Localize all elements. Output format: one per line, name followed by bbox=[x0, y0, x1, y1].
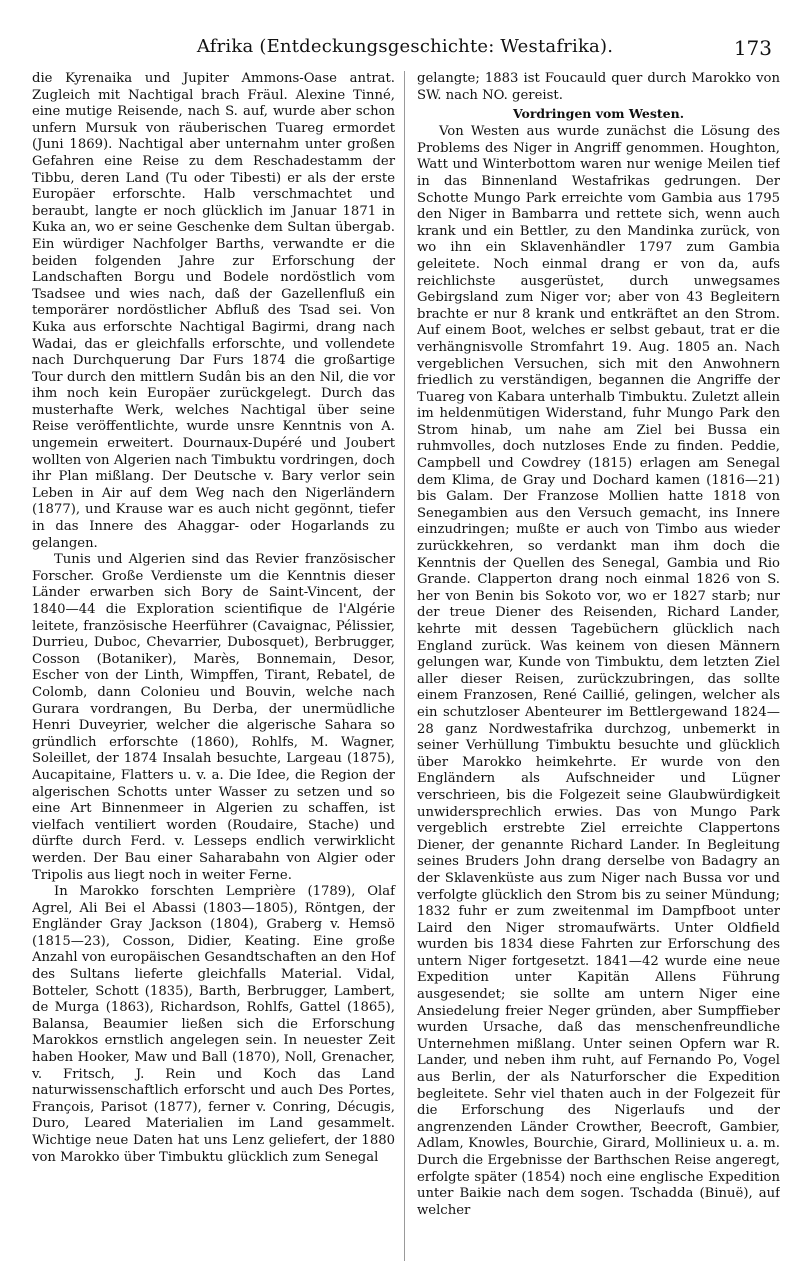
section-heading: Vordringen vom Westen. bbox=[512, 106, 685, 122]
left-paragraph: die Kyrenaika und Jupiter Ammons-Oase antrat. Zugleich mit Nachtigal brach Fräul. Alexine Tinné, eine mutige Reisende, nach S. auf, wurde aber schon unfern Mursuk von räuberischen Tuareg ermordet (Juni 1869). Nachtigal aber unternahm unter großen Gefahren eine Reise zu dem Reschadestamm der Tibbu, deren Land (Tu oder Tibesti) er als der erste Europäer erforschte. Halb verschmachtet und beraubt, langte er noch glücklich im Januar 1871 in Kuka an, wo er seine Geschenke dem Sultan übergab. Ein würdiger Nachfolger Barths, verwandte er die beiden folgenden Jahre zur Erforschung der Landschaften Borgu und Bodele nordöstlich vom Tsadsee und wies nach, daß der Gazellenfluß ein temporärer nordöstlicher Abfluß des Tsad sei. Von Kuka aus erforschte Nachtigal Bagirmi, drang nach Wadai, das er gleichfalls erforschte, und vollendete nach Durchquerung Dar Furs 1874 die großartige Tour durch den mittlern Sudân bis an den Nil, die vor ihm noch kein Europäer zurückgelegt. Durch das musterhafte Werk, welches Nachtigal über seine Reise veröffentlichte, wurde unsre Kenntnis von A. ungemein erweitert. Dournaux-Dupéré und Joubert wollten von Algerien nach Timbuktu vordringen, doch ihr Plan mißlang. Der Deutsche v. Bary verlor sein Leben in Air auf dem Weg nach den Nigerländern (1877), und Krause war es auch nicht gegönnt, tiefer in das Innere des Ahaggar- oder Hogarlands zu gelangen. bbox=[32, 71, 395, 551]
page-header-title: Afrika (Entdeckungsgeschichte: Westafrika). bbox=[196, 36, 614, 57]
left-paragraph: Tunis und Algerien sind das Revier französischer Forscher. Große Verdienste um die Kenntnis dieser Länder erwarben sich Bory de Saint-Vincent, der 1840—44 die Exploration scientifique de l'Algérie leitete, französische Heerführer (Cavaignac, Pélissier, Durrieu, Duboc, Chevarrier, Dubosquet), Berbrugger, Cosson (Botaniker), Marès, Bonnemain, Desor, Escher von der Linth, Wimpffen, Tirant, Rebatel, de Colomb, dann Colonieu und Bouvin, welche nach Gurara vordrangen, Bu Derba, der unermüdliche Henri Duveyrier, welcher die algerische Sahara so gründlich erforschte (1860), Rohlfs, M. Wagner, Soleillet, der 1874 Insalah besuchte, Largeau (1875), Aucapitaine, Flatters u. v. a. Die Idee, die Region der algerischen Schotts unter Wasser zu setzen und so eine Art Binnenmeer in Algerien zu schaffen, ist vielfach ventiliert worden (Roudaire, Stache) und dürfte durch Ferd. v. Lesseps endlich verwirklicht werden. Der Bau einer Saharabahn von Algier oder Tripolis aus liegt noch in weiter Ferne. bbox=[32, 552, 395, 883]
left-column bbox=[32, 71, 405, 1261]
page-number: 173 bbox=[733, 36, 772, 60]
running-head bbox=[32, 36, 778, 60]
left-paragraph: In Marokko forschten Lemprière (1789), Olaf Agrel, Ali Bei el Abassi (1803—1805), Röntgen, der Engländer Gray Jackson (1804), Graberg v. Hemsö (1815—23), Cosson, Didier, Keating. Eine große Anzahl von europäischen Gesandtschaften an den Hof des Sultans lieferte gleichfalls Material. Vidal, Botteler, Schott (1835), Barth, Berbrugger, Lambert, de Murga (1863), Richardson, Rohlfs, Gattel (1865), Balansa, Beaumier ließen sich die Erforschung Marokkos ernstlich angelegen sein. In neuester Zeit haben Hooker, Maw und Ball (1870), Noll, Grenacher, v. Fritsch, J. Rein und Koch das Land naturwissenschaftlich erforscht und auch Des Portes, François, Parisot (1877), ferner v. Conring, Décugis, Duro, Leared Materialien im Land gesammelt. Wichtige neue Daten hat uns Lenz geliefert, der 1880 von Marokko über Timbuktu glücklich zum Senegal bbox=[32, 884, 395, 1165]
text-columns bbox=[32, 71, 780, 1261]
right-intro-paragraph: gelangte; 1883 ist Foucauld quer durch Marokko von SW. nach NO. gereist. bbox=[417, 71, 780, 103]
right-column bbox=[417, 71, 780, 1261]
right-paragraph: Von Westen aus wurde zunächst die Lösung des Problems des Niger in Angriff genommen. Houghton, Watt und Winterbottom waren nur wenige Meilen tief in das Binnenland Westafrikas gedrungen. Der Schotte Mungo Park erreichte vom Gambia aus 1795 den Niger in Bambarra und rettete sich, wenn auch krank und ein Bettler, zu den Mandinka zurück, von wo ihn ein Sklavenhändler 1797 zum Gambia geleitete. Noch einmal drang er von da, aufs reichlichste ausgerüstet, durch unwegsames Gebirgsland zum Niger vor; aber von 43 Begleitern brachte er nur 8 krank und entkräftet an den Strom. Auf einem Boot, welches er selbst gebaut, trat er die verhängnisvolle Stromfahrt 19. Aug. 1805 an. Nach vergeblichen Versuchen, sich mit den Anwohnern friedlich zu verständigen, begannen die Angriffe der Tuareg von Kabara unterhalb Timbuktu. Zuletzt allein im heldenmütigen Widerstand, fuhr Mungo Park den Strom hinab, um nahe am Ziel bei Bussa ein ruhmvolles, doch nutzloses Ende zu finden. Peddie, Campbell und Cowdrey (1815) erlagen am Senegal dem Klima, de Gray und Dochard kamen (1816—21) bis Galam. Der Franzose Mollien hatte 1818 von Senegambien aus den Versuch gemacht, ins Innere einzudringen; mußte er auch von Timbo aus wieder zurückkehren, so verdankt man ihm doch die Kenntnis der Quellen des Senegal, Gambia und Rio Grande. Clapperton drang noch einmal 1826 von S. her von Benin bis Sokoto vor, wo er 1827 starb; nur der treue Diener des Reisenden, Richard Lander, kehrte mit dessen Tagebüchern glücklich nach England zurück. Was keinem von diesen Männern gelungen war, Kunde von Timbuktu, dem letzten Ziel aller dieser Reisen, zurückzubringen, das sollte einem Franzosen, René Caillié, gelingen, welcher als ein schutzloser Abenteurer im Bettlergewand 1824—28 ganz Nordwestafrika durchzog, unbemerkt in seiner Verhüllung Timbuktu besuchte und glücklich über Marokko heimkehrte. Er wurde von den Engländern als Aufschneider und Lügner verschrieen, bis die Folgezeit seine Glaubwürdigkeit unwidersprechlich erwies. Das von Mungo Park vergeblich erstrebte Ziel erreichte Clappertons Diener, der genannte Richard Lander. In Begleitung seines Bruders John drang derselbe von Badagry an der Sklavenküste aus zum Niger nach Bussa vor und verfolgte glücklich den Strom bis zu seiner Mündung; 1832 fuhr er zum zweitenmal im Dampfboot unter Laird den Niger stromaufwärts. Unter Oldfield wurden bis 1834 diese Fahrten zur Erforschung des untern Niger fortgesetzt. 1841—42 wurde eine neue Expedition unter Kapitän Allens Führung ausgesendet; sie sollte am untern Niger eine Ansiedelung freier Neger gründen, aber Sumpffieber wurden Ursache, daß das menschenfreundliche Unternehmen mißlang. Unter seinen Opfern war R. Lander, und neben ihm ruht, auf Fernando Po, Vogel aus Berlin, der als Naturforscher die Expedition begleitete. Sehr viel thaten auch in der Folgezeit für die Erforschung des Nigerlaufs und der angrenzenden Länder Crowther, Beecroft, Gambier, Adlam, Knowles, Bourchie, Girard, Mollinieux u. a. m. Durch die Ergebnisse der Barthschen Reise angeregt, erfolgte später (1854) noch eine englische Expedition unter Baikie nach dem sogen. Tschadda (Binuë), auf welcher bbox=[417, 124, 780, 1218]
